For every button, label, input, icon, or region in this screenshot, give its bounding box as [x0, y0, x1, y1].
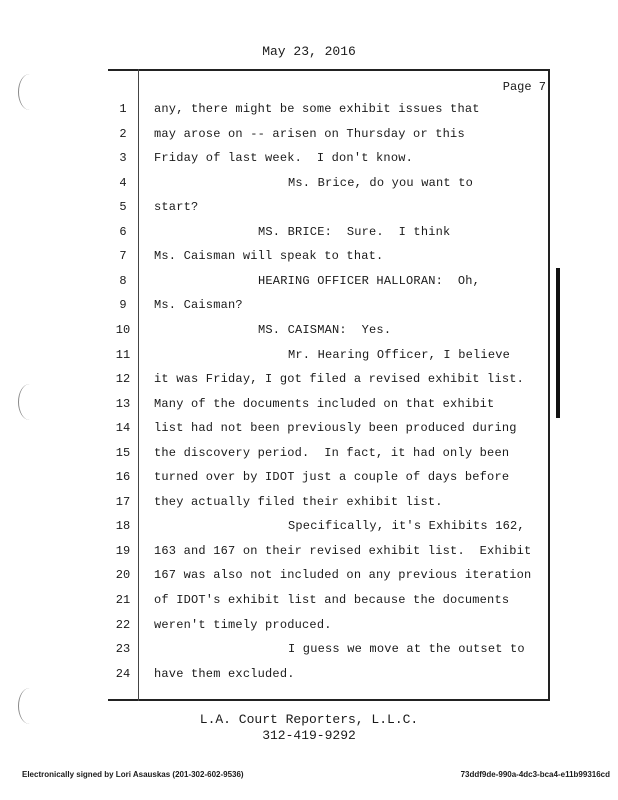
line-number: 19: [115, 543, 131, 558]
line-number: 22: [115, 617, 131, 632]
transcript-line: may arose on -- arisen on Thursday or this: [154, 126, 465, 141]
transcript-line: weren't timely produced.: [154, 617, 332, 632]
electronic-signature: Electronically signed by Lori Asauskas (201-302-602-9536): [22, 770, 244, 779]
line-number: 15: [115, 445, 131, 460]
transcript-line: of IDOT's exhibit list and because the documents: [154, 593, 510, 607]
line-number: 24: [115, 666, 131, 681]
line-number: 21: [115, 593, 131, 607]
reporter-phone: 312-419-9292: [262, 728, 356, 743]
transcript-line: Friday of last week. I don't know.: [154, 151, 414, 166]
line-number: 18: [115, 519, 131, 534]
transcript-line: Specifically, it's Exhibits 162,: [288, 519, 525, 534]
line-number: 17: [115, 494, 131, 509]
transcript-line: have them excluded.: [154, 666, 295, 681]
line-number: 6: [119, 224, 127, 239]
transcript-line: HEARING OFFICER HALLORAN: Oh,: [258, 273, 481, 288]
line-number: 5: [119, 200, 127, 215]
transcript-line: I guess we move at the outset to: [288, 642, 525, 657]
transcript-line: start?: [154, 200, 199, 215]
binder-hole: [18, 384, 41, 420]
line-number: 23: [115, 642, 131, 657]
line-number: 2: [119, 126, 127, 141]
transcript-line: Many of the documents included on that exhibit: [154, 396, 495, 411]
transcript-line: it was Friday, I got filed a revised exhibit list.: [154, 372, 525, 387]
line-number: 10: [115, 322, 131, 337]
transcript-line: Ms. Brice, do you want to: [288, 175, 474, 190]
line-number: 1: [119, 102, 127, 116]
page-number: Page 7: [502, 80, 546, 94]
transcript-line: Ms. Caisman will speak to that.: [154, 249, 384, 264]
transcript-line: Mr. Hearing Officer, I believe: [288, 347, 511, 362]
header-date: May 23, 2016: [262, 44, 356, 59]
line-number: 20: [115, 568, 131, 583]
line-number: 12: [115, 372, 131, 387]
line-number: 9: [119, 298, 127, 313]
transcript-line: any, there might be some exhibit issues that: [154, 102, 480, 116]
binder-hole: [18, 74, 41, 110]
line-number-divider: [138, 69, 139, 701]
transcript-line: list had not been previously been produced during: [154, 421, 517, 436]
reporter-name: L.A. Court Reporters, L.L.C.: [199, 712, 419, 727]
line-number: 4: [119, 175, 127, 190]
line-number: 14: [115, 421, 131, 436]
transcript-line: they actually filed their exhibit list.: [154, 494, 443, 509]
margin-bar: [556, 268, 560, 418]
transcript-line: turned over by IDOT just a couple of days before: [154, 470, 510, 485]
transcript-line: MS. CAISMAN: Yes.: [258, 322, 392, 337]
transcript-line: 167 was also not included on any previous iteration: [154, 568, 532, 583]
transcript-line: Ms. Caisman?: [154, 298, 243, 313]
line-number: 3: [119, 151, 127, 166]
line-number: 7: [119, 249, 127, 264]
line-number: 16: [115, 470, 131, 485]
transcript-line: 163 and 167 on their revised exhibit list. Exhibit: [154, 543, 532, 558]
line-number: 11: [115, 347, 131, 362]
document-id: 73ddf9de-990a-4dc3-bca4-e11b99316cd: [460, 770, 610, 779]
transcript-line: MS. BRICE: Sure. I think: [258, 224, 451, 239]
line-number: 8: [119, 273, 127, 288]
transcript-line: the discovery period. In fact, it had only been: [154, 445, 510, 460]
line-number: 13: [115, 396, 131, 411]
